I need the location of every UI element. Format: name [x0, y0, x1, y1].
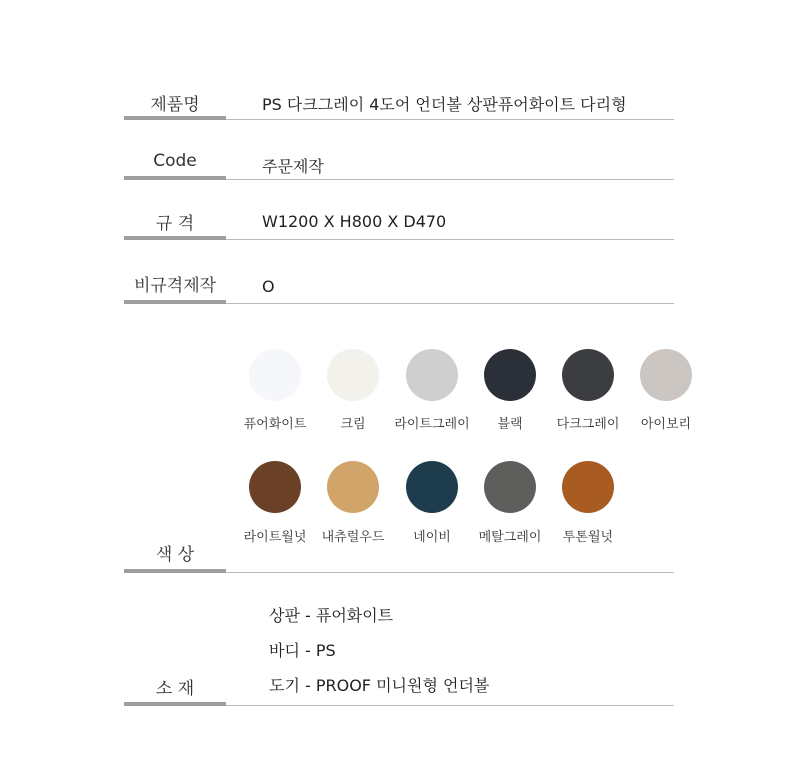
- code-value: 주문제작: [262, 157, 324, 176]
- color-swatch[interactable]: [406, 461, 458, 513]
- colors-label: 색 상: [155, 545, 195, 565]
- product-name-label: 제품명: [150, 95, 200, 115]
- label-underline: [124, 569, 226, 573]
- color-swatch-label: 아이보리: [640, 417, 692, 432]
- color-swatch-label: 네이비: [413, 530, 451, 545]
- color-swatch-label: 내츄럴우드: [321, 530, 385, 545]
- color-swatch[interactable]: [406, 349, 458, 401]
- color-swatch[interactable]: [640, 349, 692, 401]
- size-value: W1200 X H800 X D470: [262, 212, 447, 231]
- spec-row-product-name: [124, 88, 674, 120]
- color-swatch[interactable]: [249, 461, 301, 513]
- color-swatch[interactable]: [562, 349, 614, 401]
- color-swatch[interactable]: [484, 349, 536, 401]
- label-underline: [124, 176, 226, 180]
- materials-label: 소 재: [155, 679, 195, 699]
- material-line-sink: 도기 - PROOF 미니원형 언더볼: [269, 676, 490, 695]
- color-swatch-label: 퓨어화이트: [243, 417, 307, 432]
- color-swatch[interactable]: [327, 461, 379, 513]
- color-swatch-label: 블랙: [497, 417, 523, 432]
- label-underline: [124, 702, 226, 706]
- material-line-body: 바디 - PS: [269, 641, 336, 660]
- spec-row-custom: [124, 266, 674, 304]
- spec-row-code: [124, 148, 674, 180]
- spec-row-size: [124, 206, 674, 240]
- color-swatch[interactable]: [249, 349, 301, 401]
- label-underline: [124, 116, 226, 120]
- color-swatch[interactable]: [327, 349, 379, 401]
- size-label: 규 격: [155, 214, 195, 234]
- color-swatch[interactable]: [562, 461, 614, 513]
- color-swatch-label: 크림: [340, 417, 366, 432]
- color-swatch-label: 라이트그레이: [394, 417, 470, 432]
- product-name-value: PS 다크그레이 4도어 언더볼 상판퓨어화이트 다리형: [262, 95, 627, 114]
- label-underline: [124, 236, 226, 240]
- color-swatch-label: 메탈그레이: [478, 530, 542, 545]
- custom-label: 비규격제작: [133, 276, 217, 296]
- color-swatch[interactable]: [484, 461, 536, 513]
- material-line-top: 상판 - 퓨어화이트: [269, 606, 394, 625]
- color-swatch-label: 투톤월넛: [562, 530, 614, 545]
- custom-value: O: [262, 277, 275, 296]
- label-underline: [124, 300, 226, 304]
- color-swatch-label: 라이트월넛: [243, 530, 307, 545]
- code-label: Code: [153, 151, 197, 171]
- color-swatch-label: 다크그레이: [556, 417, 620, 432]
